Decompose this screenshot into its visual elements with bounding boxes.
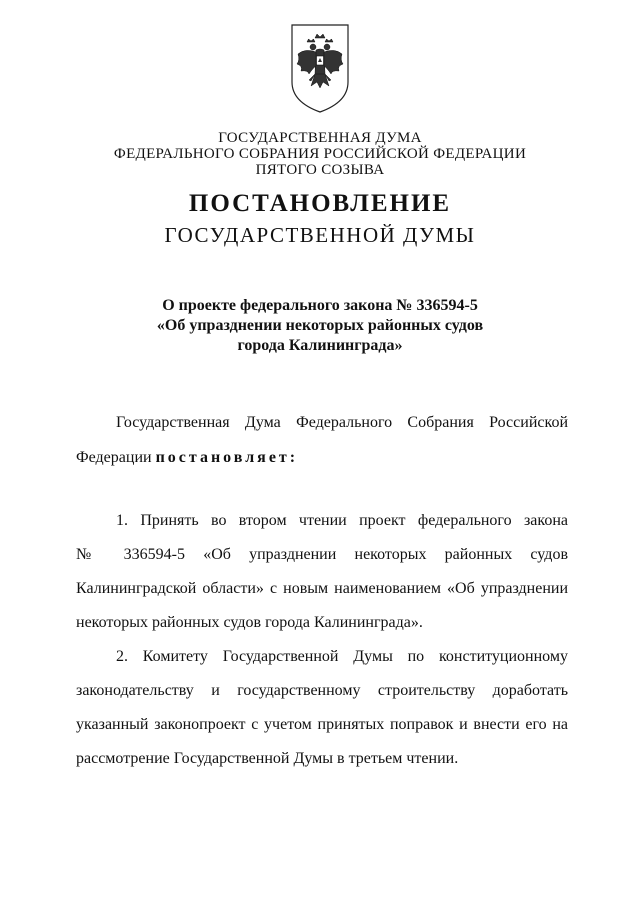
organization-line-1: ГОСУДАРСТВЕННАЯ ДУМА	[218, 130, 422, 146]
item-1-line-2: № 336594-5 «Об упразднении некоторых районных судов	[76, 546, 568, 563]
item-1-line-1: 1. Принять во втором чтении проект федерального закона	[116, 512, 568, 529]
subject-line-3: города Калининграда»	[237, 337, 403, 354]
item-2-line-3: указанный законопроект с учетом принятых поправок и внести его на	[76, 716, 568, 733]
subject-line-2: «Об упразднении некоторых районных судов	[156, 317, 484, 334]
coat-of-arms-emblem	[289, 22, 351, 114]
resolution-verb: постановляет:	[155, 449, 299, 466]
subject-line-1: О проекте федерального закона № 336594-5	[162, 297, 478, 314]
organization-line-3: ПЯТОГО СОЗЫВА	[255, 162, 385, 178]
item-2-line-1: 2. Комитету Государственной Думы по конституционному	[116, 648, 568, 665]
document-type-title: ПОСТАНОВЛЕНИЕ	[188, 190, 452, 217]
intro-line-2	[76, 440, 568, 475]
item-2-line-4: рассмотрение Государственной Думы в третьем чтении.	[76, 750, 459, 767]
item-1-line-3: Калининградской области» с новым наименованием «Об упразднении	[76, 580, 568, 597]
item-1-line-4: некоторых районных судов города Калининграда».	[76, 614, 423, 631]
organization-line-2: ФЕДЕРАЛЬНОГО СОБРАНИЯ РОССИЙСКОЙ ФЕДЕРАЦИИ	[113, 146, 527, 162]
document-type-subtitle: ГОСУДАРСТВЕННОЙ ДУМЫ	[164, 223, 476, 247]
item-2-line-2: законодательству и государственному строительству доработать	[76, 682, 568, 699]
intro-prefix: Федерации	[76, 449, 156, 466]
intro-line-1: Государственная Дума Федерального Собрания Российской	[116, 414, 568, 431]
